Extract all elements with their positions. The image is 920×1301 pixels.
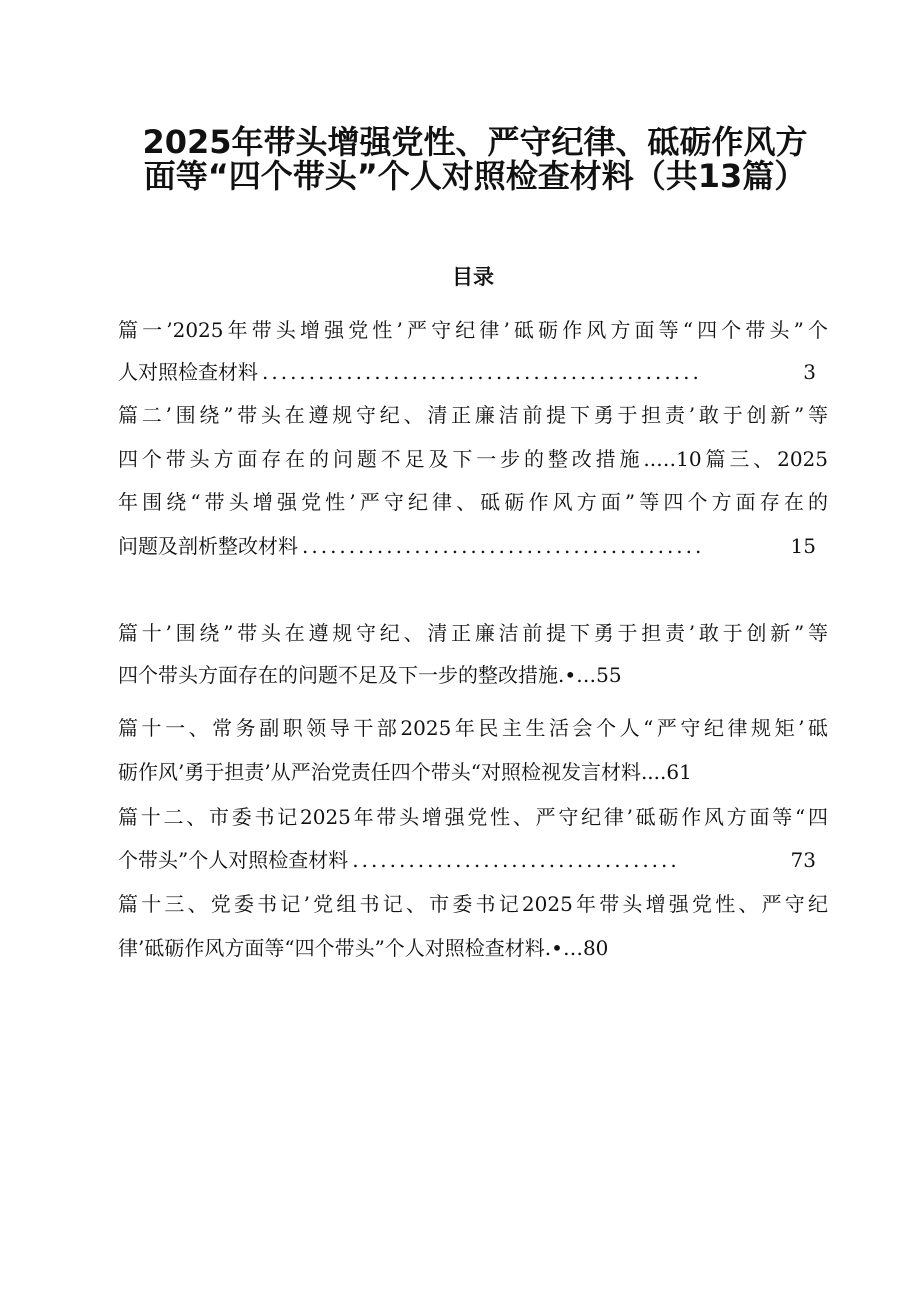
document-title-line-2: 面等“四个带头”个人对照检查材料（共13篇） bbox=[143, 157, 807, 195]
toc-entry-1-line-1: 篇一’2025年带头增强党性’严守纪律’砥砺作风方面等“四个带头”个 bbox=[118, 318, 828, 342]
toc-entry-12-line-2 bbox=[118, 845, 816, 875]
toc-entry-11-line-1: 篇十一、常务副职领导干部2025年民主生活会个人“严守纪律规矩’砥 bbox=[118, 716, 828, 740]
toc-entry-1-line-2 bbox=[118, 357, 816, 387]
toc-entry-10-line-1: 篇十’围绕”带头在遵规守纪、清正廉洁前提下勇于担责’敢于创新”等 bbox=[118, 621, 828, 645]
document-title-line-1: 2025年带头增强党性、严守纪律、砥砺作风方 bbox=[142, 123, 808, 161]
toc-entry-13-line-1: 篇十三、党委书记’党组书记、市委书记2025年带头增强党性、严守纪 bbox=[118, 892, 828, 916]
toc-entry-3-line-1: 年围绕“带头增强党性’严守纪律、砥砺作风方面”等四个方面存在的 bbox=[118, 490, 828, 514]
toc-entry-10-line-2: 四个带头方面存在的问题不足及下一步的整改措施.•…55 bbox=[118, 663, 622, 687]
toc-leader-dots: ............................................... bbox=[262, 360, 702, 384]
toc-page-number: 3 bbox=[803, 360, 816, 384]
toc-leader-dots: ................................... bbox=[352, 848, 680, 872]
toc-entry-text: 问题及剖析整改材料 bbox=[118, 534, 298, 558]
toc-entry-11-line-2: 砺作风’勇于担责’从严治党责任四个带头“对照检视发言材料....61 bbox=[118, 760, 692, 784]
toc-entry-13-line-2: 律’砥砺作风方面等“四个带头”个人对照检查材料.•…80 bbox=[118, 936, 609, 960]
toc-heading: 目录 bbox=[452, 264, 494, 289]
toc-entry-text: 个带头”个人对照检查材料 bbox=[118, 848, 349, 872]
toc-entry-2-line-2: 四个带头方面存在的问题不足及下一步的整改措施..…10篇三、2025 bbox=[118, 447, 828, 471]
toc-entry-text: 人对照检查材料 bbox=[118, 360, 258, 384]
toc-page-number: 15 bbox=[790, 534, 816, 558]
toc-entry-12-line-1: 篇十二、市委书记2025年带头增强党性、严守纪律’砥砺作风方面等“四 bbox=[118, 805, 828, 829]
toc-entry-2-line-1: 篇二’围绕”带头在遵规守纪、清正廉洁前提下勇于担责’敢于创新”等 bbox=[118, 403, 828, 427]
toc-entry-3-line-2 bbox=[118, 531, 816, 561]
toc-page-number: 73 bbox=[790, 848, 816, 872]
toc-leader-dots: ........................................... bbox=[302, 534, 705, 558]
